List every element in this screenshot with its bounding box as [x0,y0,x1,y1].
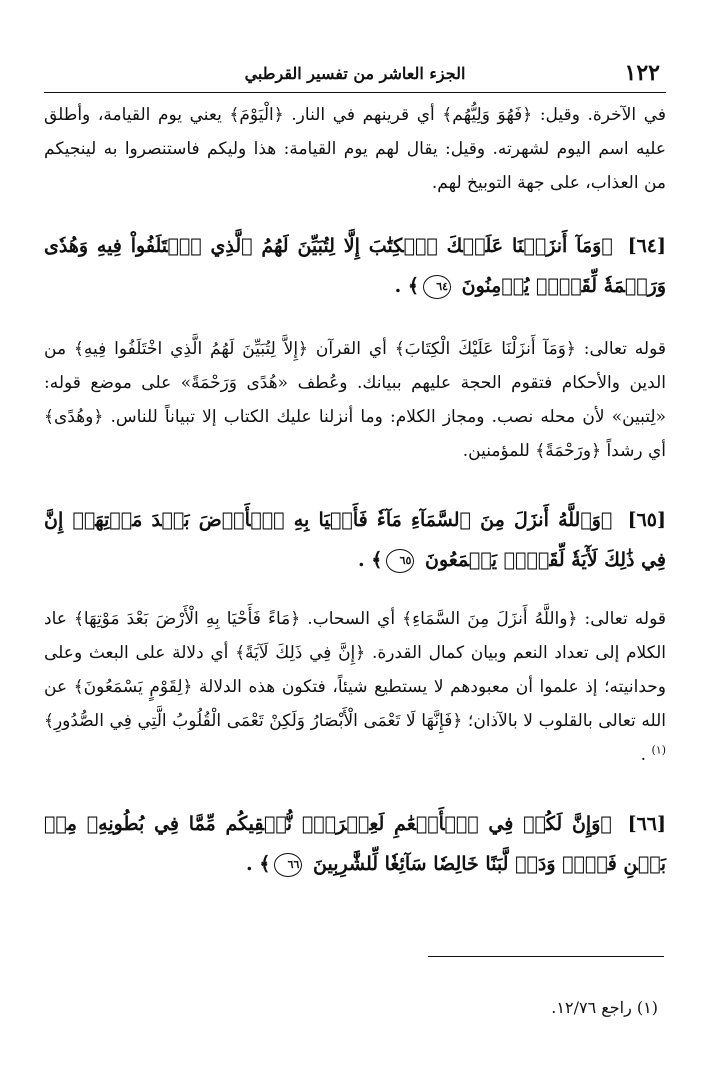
verse-number: [٦٥] [627,509,666,531]
commentary-paragraph [44,98,666,200]
ayah-end-mark-icon: ٦٦ [274,853,302,877]
verse-64 [44,226,666,306]
ayah-end-mark-icon: ٦٤ [423,275,451,299]
verse-number: [٦٤] [627,235,666,257]
commentary-paragraph [44,332,666,468]
footnote-text: (١) راجع ١٢/٧٦. [551,998,658,1017]
commentary-text: في الآخرة. وقيل: ﴿فَهُوَ وَلِيُّهُم﴾ أي قرينهم في النار. ﴿الْيَوْمَ﴾ يعني يوم القيامة، وأطلق عليه اسم اليوم لشهرته. وقيل: يقال لهم يوم القيامة: هذا وليكم فاستنصروا به لينجيكم من العذاب، على جهة التوبيخ لهم. [44,105,666,193]
footnote-separator [428,956,664,957]
verse-text: ﴿وَمَآ أَنزَلۡنَا عَلَيۡكَ ٱلۡكِتَٰبَ إِلَّا لِتُبَيِّنَ لَهُمُ ٱلَّذِي ٱخۡتَلَفُواْ فِيهِ وَهُدٗى وَرَحۡمَةٗ لِّقَوۡمٖ يُؤۡمِنُونَ [44,235,666,297]
footnote-reference[interactable]: (١) [651,743,666,757]
footnote [551,998,658,1017]
commentary-tail: . [640,745,652,765]
verse-text: ﴿وَٱللَّهُ أَنزَلَ مِنَ ٱلسَّمَآءِ مَآءٗ فَأَحۡيَا بِهِ ٱلۡأَرۡضَ بَعۡدَ مَوۡتِهَآۚ إِنَّ فِي ذَٰلِكَ لَأٓيَةٗ لِّقَوۡمٖ يَسۡمَعُونَ [44,509,666,571]
ayah-end-mark-icon: ٦٥ [386,549,414,573]
commentary-text: قوله تعالى: ﴿وَمَآ أَنزَلْنَا عَلَيْكَ الْكِتَابَ﴾ أي القرآن ﴿إِلاَّ لِتُبَيِّنَ لَهُمُ الَّذِي اخْتَلَفُوا فِيهِ﴾ من الدين والأحكام فتقوم الحجة عليهم ببيانك. وعُطف «هُدًى وَرَحْمَةً» على موضع قوله: «لِتبين» لأن محله نصب. ومجاز الكلام: وما أنزلنا عليك الكتاب إلا تبياناً للناس. ﴿وهُدًى﴾ أي رشداً ﴿ورَحْمَةً﴾ للمؤمنين. [44,339,666,461]
verse-66 [44,804,666,884]
verse-close: ﴾ . [246,853,271,875]
verse-close: ﴾ . [394,275,420,297]
verse-number: [٦٦] [627,813,666,835]
verse-65 [44,500,666,580]
running-title: الجزء العاشر من تفسير القرطبي [244,64,466,83]
commentary-text: قوله تعالى: ﴿واللَّهُ أَنزَلَ مِنَ السَّمَاءِ﴾ أي السحاب. ﴿مَاءً فَأَحْيَا بِهِ الْأَرْضَ بَعْدَ مَوْتِهَا﴾ عاد الكلام إلى تعداد النعم وبيان كمال القدرة. ﴿إِنَّ فِي ذَلِكَ لَآيَةً﴾ أي دلالة على البعث وعلى وحدانيته؛ إذ علموا أن معبودهم لا يستطيع شيئاً، فتكون هذه الدلالة ﴿لِقَوْمٍ يَسْمَعُونَ﴾ عن الله تعالى بالقلوب لا بالآذان؛ ﴿فَإِنَّهَا لَا تَعْمَى الْأَبْصَارُ وَلَكِنْ تَعْمَى الْقُلُوبُ الَّتِي فِي الصُّدُورِ﴾ [44,609,666,731]
verse-text: ﴿وَإِنَّ لَكُمۡ فِي ٱلۡأَنۡعَٰمِ لَعِبۡرَةٗۖ نُّسۡقِيكُم مِّمَّا فِي بُطُونِهِۦ مِنۢ بَيۡنِ فَرۡثٖ وَدَمٖ لَّبَنًا خَالِصٗا سَآئِغٗا لِّلشَّٰرِبِينَ [44,813,666,875]
verse-close: ﴾ . [358,549,383,571]
page-number: ١٢٢ [624,60,660,86]
commentary-paragraph [44,602,666,772]
page-header [44,58,666,93]
